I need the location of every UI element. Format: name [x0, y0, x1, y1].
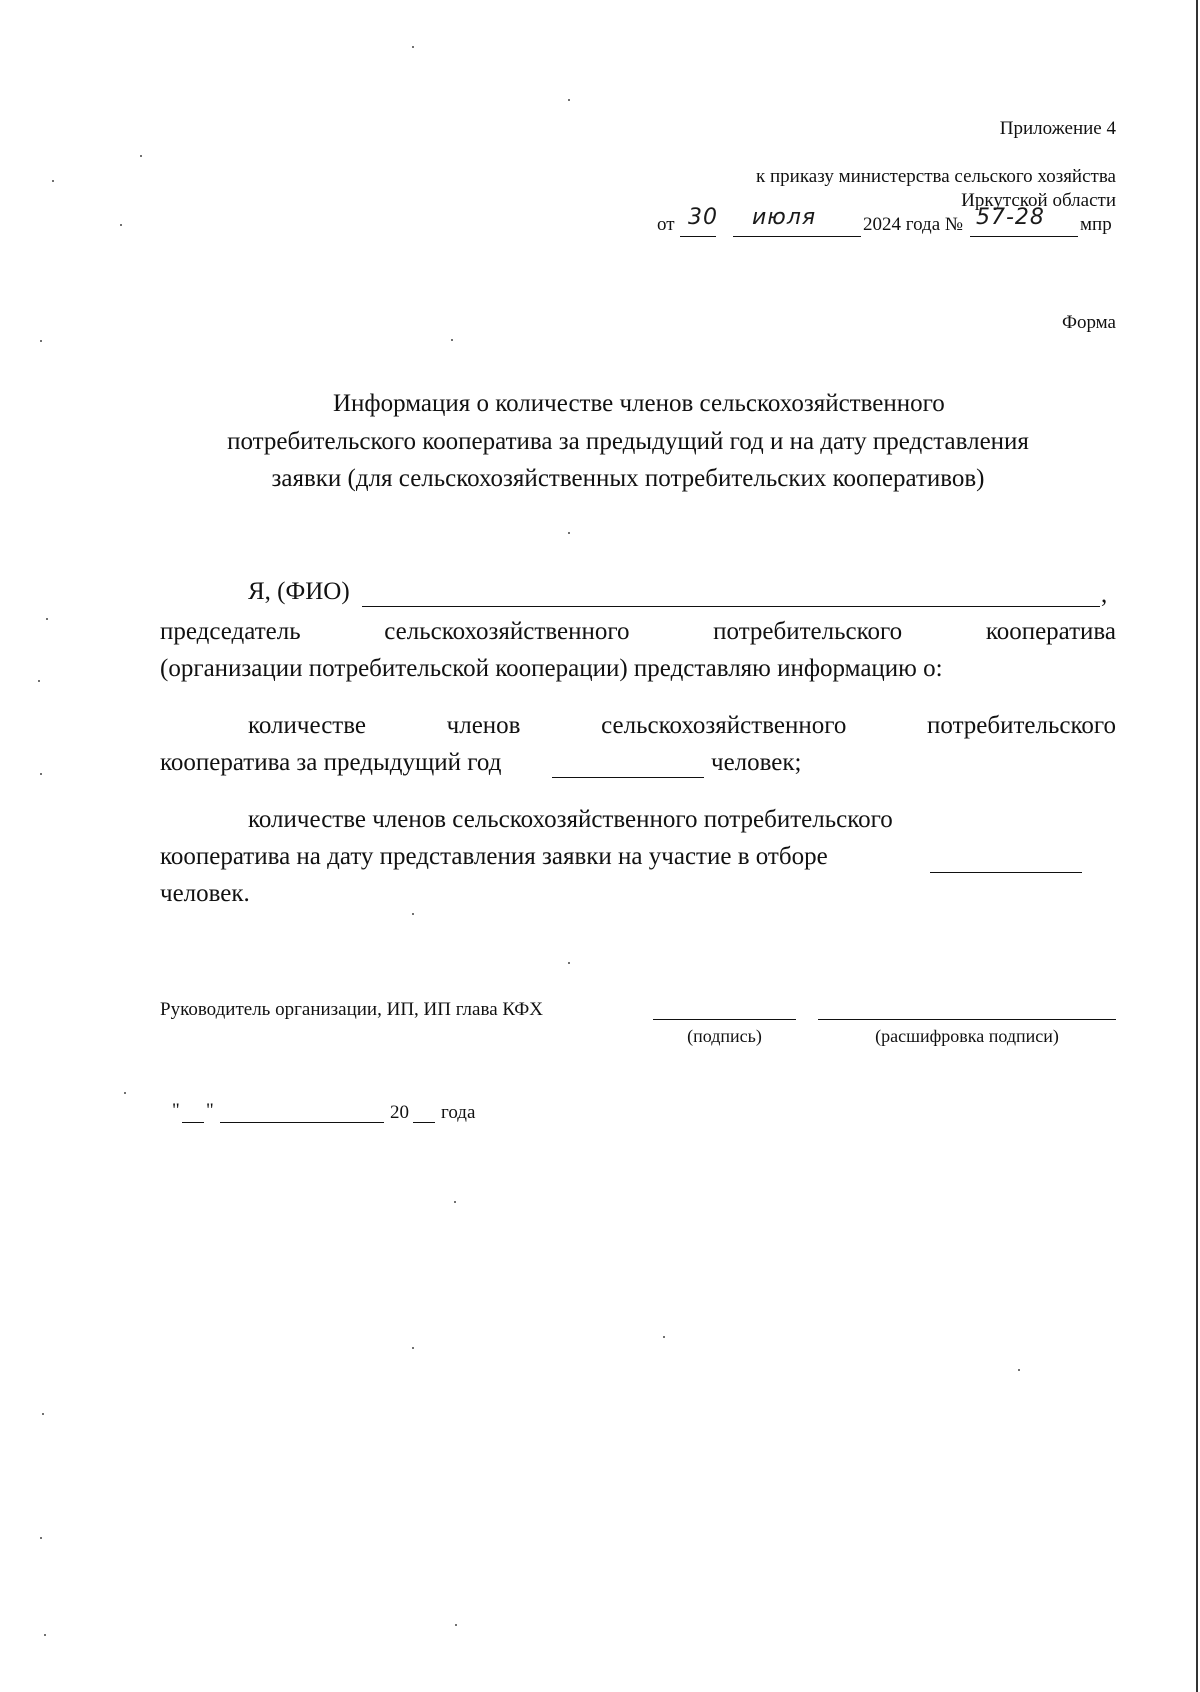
scan-speck [663, 1336, 665, 1338]
fio-comma: , [1101, 581, 1108, 608]
date-year-field[interactable] [413, 1122, 435, 1123]
signature-decode-field[interactable] [818, 1019, 1116, 1020]
date-quote-open: " [172, 1100, 180, 1121]
chairman-word: сельскохозяйственного [384, 618, 630, 645]
current-line1: количестве членов сельскохозяйственного потребительского [248, 806, 893, 833]
chairman-word: кооператива [985, 618, 1116, 645]
scan-speck [46, 618, 48, 620]
prev-year-line2a: кооператива за предыдущий год [160, 749, 502, 776]
scan-speck [38, 680, 40, 682]
appendix-label: Приложение 4 [999, 118, 1116, 139]
scan-speck [140, 155, 142, 157]
scan-speck [455, 1624, 457, 1626]
fio-field[interactable] [362, 606, 1100, 607]
scan-speck [412, 913, 414, 915]
scan-speck [568, 99, 570, 101]
date-year-suffix: года [441, 1102, 476, 1123]
scan-speck [451, 339, 453, 341]
fio-label: Я, (ФИО) [248, 578, 350, 605]
form-label: Форма [1061, 312, 1116, 333]
title-line1: Информация о количестве членов сельскохозяйственного [333, 390, 945, 417]
date-day: 30 [688, 205, 718, 230]
scan-speck [454, 1201, 456, 1203]
date-day-underline [680, 236, 716, 237]
prev-year-word: количестве [248, 712, 366, 739]
scan-speck [40, 1537, 42, 1539]
scan-speck [52, 180, 54, 182]
chairman-line2: (организации потребительской кооперации) представляю информацию о: [160, 655, 943, 682]
current-line3: человек. [160, 880, 250, 907]
prev-year-line1 [248, 712, 1116, 740]
scan-speck [40, 773, 42, 775]
prev-year-line2b: человек; [711, 749, 802, 776]
order-number-underline [970, 236, 1078, 237]
date-month-underline [733, 236, 861, 237]
chairman-word: председатель [160, 618, 301, 645]
scan-speck [40, 340, 42, 342]
date-prefix: от [657, 214, 675, 235]
chairman-word: потребительского [713, 618, 903, 645]
signature-field[interactable] [653, 1019, 796, 1020]
chairman-line1 [160, 618, 1116, 646]
prev-year-word: потребительского [927, 712, 1116, 739]
scan-speck [44, 1634, 46, 1636]
prev-year-count-field[interactable] [552, 777, 704, 778]
scan-speck [412, 1347, 414, 1349]
prev-year-word: членов [446, 712, 521, 739]
scan-speck [568, 962, 570, 964]
scan-speck [1018, 1369, 1020, 1371]
title-line2: потребительского кооператива за предыдущий год и на дату представления [227, 428, 1029, 455]
date-quote-close: " [206, 1100, 214, 1121]
current-count-field[interactable] [930, 872, 1082, 873]
date-year-prefix: 20 [390, 1102, 409, 1123]
order-ref-line2: Иркутской области [961, 190, 1116, 211]
date-year: 2024 года № [863, 214, 964, 235]
title-line3: заявки (для сельскохозяйственных потребительских кооперативов) [271, 465, 985, 492]
prev-year-word: сельскохозяйственного [601, 712, 847, 739]
scan-speck [124, 1092, 126, 1094]
date-day-field[interactable] [182, 1122, 204, 1123]
scan-speck [412, 46, 414, 48]
signature-decode-caption: (расшифровка подписи) [875, 1026, 1059, 1046]
current-line2: кооператива на дату представления заявки на участие в отборе [160, 843, 828, 870]
date-month: июля [752, 205, 817, 230]
scan-speck [120, 224, 122, 226]
order-suffix: мпр [1080, 214, 1112, 235]
scan-edge [1196, 0, 1198, 1692]
scan-speck [42, 1413, 44, 1415]
head-label: Руководитель организации, ИП, ИП глава КФХ [160, 999, 543, 1020]
order-number: 57-28 [976, 205, 1045, 230]
date-month-field[interactable] [220, 1122, 384, 1123]
scan-speck [568, 532, 570, 534]
signature-caption: (подпись) [687, 1026, 762, 1046]
order-ref-line1: к приказу министерства сельского хозяйства [756, 166, 1116, 187]
